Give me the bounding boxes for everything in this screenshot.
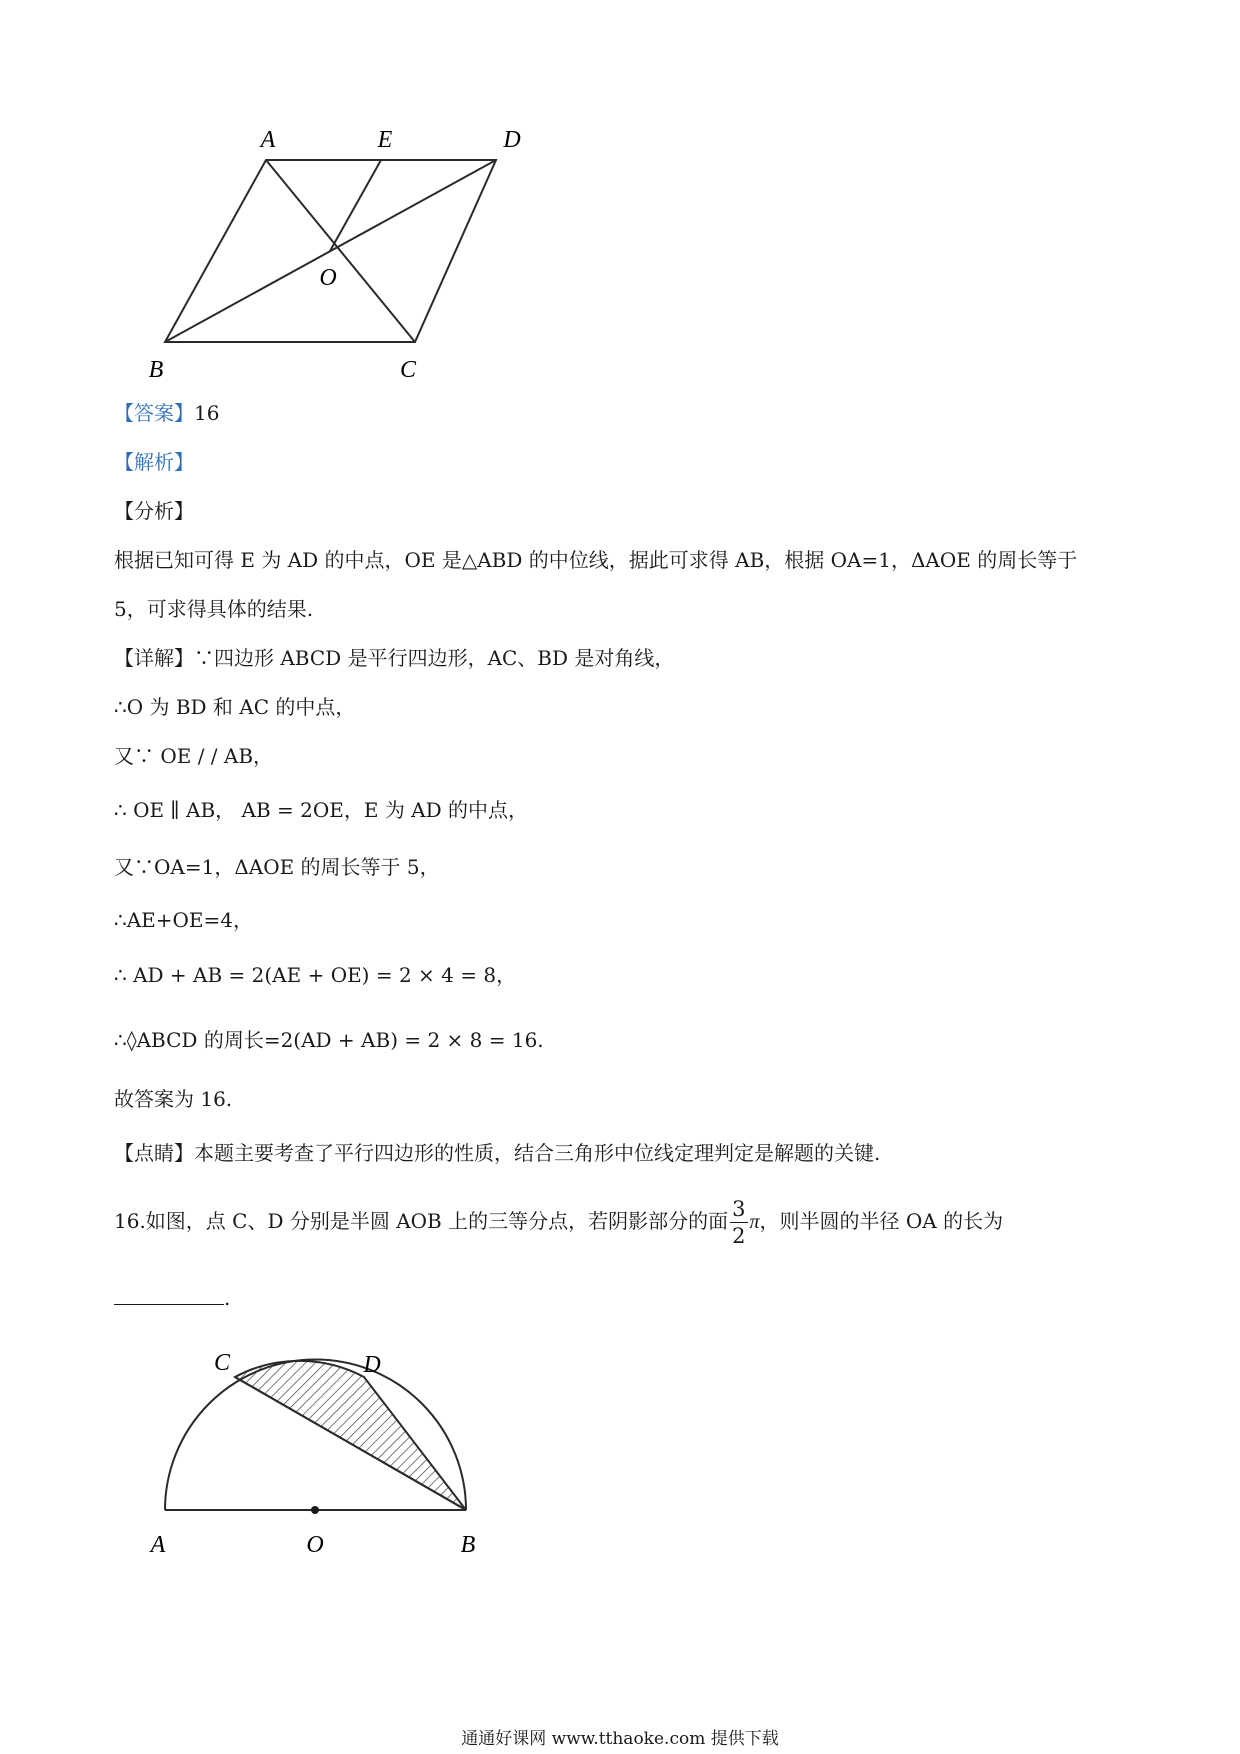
detail-line-3: 又∵ OE / / AB， [114,744,274,768]
label-b2: B [460,1532,476,1558]
label-b: B [148,357,164,383]
answer-tag: 【答案】 [114,401,194,425]
dianjing-line: 【点睛】本题主要考查了平行四边形的性质，结合三角形中位线定理判定是解题的关键. [114,1141,881,1165]
detail-line-2: ∴O 为 BD 和 AC 的中点， [114,695,356,719]
detail-line-4: ∴ OE ∥ AB， AB = 2OE，E 为 AD 的中点， [114,798,529,822]
question-16 [114,1196,1003,1249]
label-c2: C [213,1350,231,1376]
label-o: O [319,265,337,291]
center-point-o [311,1506,319,1514]
detail-line-1: 【详解】∵四边形 ABCD 是平行四边形，AC、BD 是对角线， [114,646,675,670]
answer-blank [114,1282,224,1305]
answer-line [114,398,219,428]
fraction-numerator: 3 [732,1197,746,1221]
conclusion-line: 故答案为 16. [114,1087,233,1111]
label-o2: O [306,1532,324,1558]
label-c: C [399,357,417,383]
blank-end: . [224,1286,231,1310]
detail-line-5: 又∵OA=1，ΔAOE 的周长等于 5， [114,855,440,879]
parallelogram-figure [140,95,540,385]
detail-line-6: ∴AE+OE=4， [114,908,254,932]
label-d2: D [363,1352,381,1378]
answer-value: 16 [194,401,220,425]
detail-line-8: ∴◊ABCD 的周长=2(AD + AB) = 2 × 8 = 16. [114,1028,544,1052]
detail-line-7: ∴ AD + AB = 2(AE + OE) = 2 × 4 = 8， [114,963,517,987]
label-a: A [260,127,276,153]
answer-blank-line [114,1282,230,1313]
fenxi-line-1: 根据已知可得 E 为 AD 的中点，OE 是△ABD 的中位线，据此可求得 AB，根据 OA=1，ΔAOE 的周长等于 [114,548,1078,572]
area-fraction [730,1196,747,1249]
diagonal-ac [266,160,415,342]
label-e: E [377,127,393,153]
analysis-tag: 【解析】 [114,450,194,474]
fenxi-tag: 【分析】 [114,499,194,523]
fraction-denominator: 2 [732,1224,746,1248]
pi-symbol: π [749,1211,760,1233]
shaded-region [235,1361,466,1510]
label-d: D [503,127,521,153]
q16-text-before: 16.如图，点 C、D 分别是半圆 AOB 上的三等分点，若阴影部分的面 [114,1209,729,1233]
q16-text-after: ，则半圆的半径 OA 的长为 [759,1209,1004,1233]
fenxi-line-2: 5，可求得具体的结果. [114,597,314,621]
semicircle-figure [130,1330,510,1575]
page-footer: 通通好课网 www.tthaoke.com 提供下载 [461,1729,779,1749]
label-a2: A [150,1532,166,1558]
